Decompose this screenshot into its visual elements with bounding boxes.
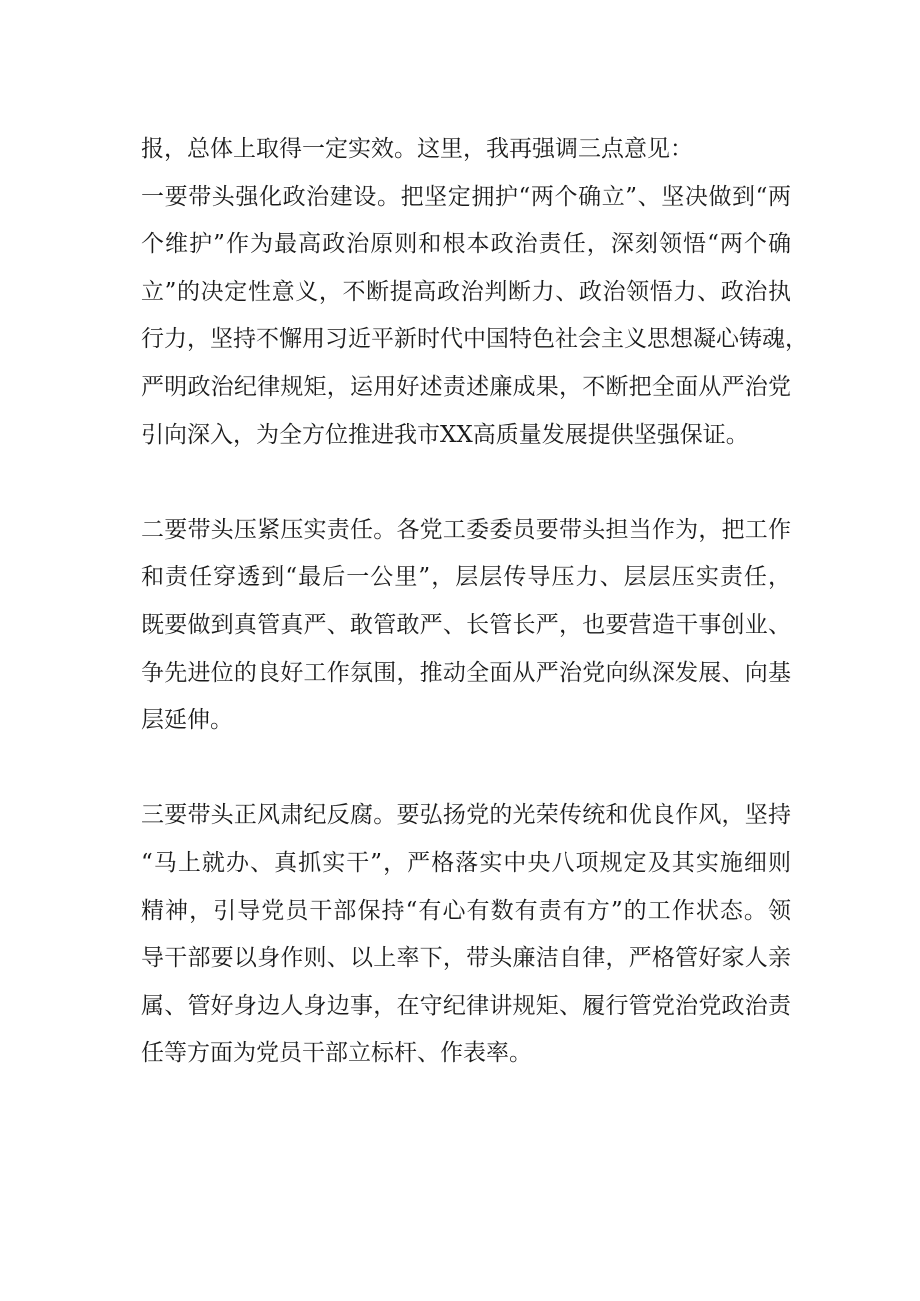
text-line: “马上就办、真抓实干”，严格落实中央八项规定及其实施细则 <box>141 849 791 876</box>
text-line: 行力，坚持不懈用习近平新时代中国特色社会主义思想凝心铸魂， <box>141 326 808 353</box>
text-line: 争先进位的良好工作氛围，推动全面从严治党向纵深发展、向基 <box>141 659 791 686</box>
text-line: 任等方面为党员干部立标杆、作表率。 <box>141 1040 532 1067</box>
text-line: 严明政治纪律规矩，运用好述责述廉成果，不断把全面从严治党 <box>141 373 791 400</box>
text-line: 引向深入，为全方位推进我市XX高质量发展提供坚强保证。 <box>141 421 749 448</box>
text-line: 属、管好身边人身边事，在守纪律讲规矩、履行管党治党政治责 <box>141 992 791 1019</box>
text-line: 报，总体上取得一定实效。这里，我再强调三点意见： <box>141 136 693 162</box>
document-body <box>141 126 808 1078</box>
text-line: 层延伸。 <box>141 707 233 734</box>
text-line: 一要带头强化政治建设。把坚定拥护“两个确立”、坚决做到“两 <box>141 183 791 210</box>
paragraph-gap <box>141 459 791 507</box>
text-line: 个维护”作为最高政治原则和根本政治责任，深刻领悟“两个确 <box>141 231 791 258</box>
text-line: 导干部要以身作则、以上率下，带头廉洁自律，严格管好家人亲 <box>141 945 791 972</box>
text-line: 立”的决定性意义，不断提高政治判断力、政治领悟力、政治执 <box>141 278 791 305</box>
text-line: 三要带头正风肃纪反腐。要弘扬党的光荣传统和优良作风，坚持 <box>141 802 791 829</box>
text-line: 精神，引导党员干部保持“有心有数有责有方”的工作状态。领 <box>141 897 791 924</box>
text-line: 和责任穿透到“最后一公里”，层层传导压力、层层压实责任， <box>141 564 791 591</box>
text-line: 二要带头压紧压实责任。各党工委委员要带头担当作为，把工作 <box>141 516 791 543</box>
text-line: 既要做到真管真严、敢管敢严、长管长严，也要营造干事创业、 <box>141 611 791 638</box>
paragraph-gap <box>141 745 791 793</box>
